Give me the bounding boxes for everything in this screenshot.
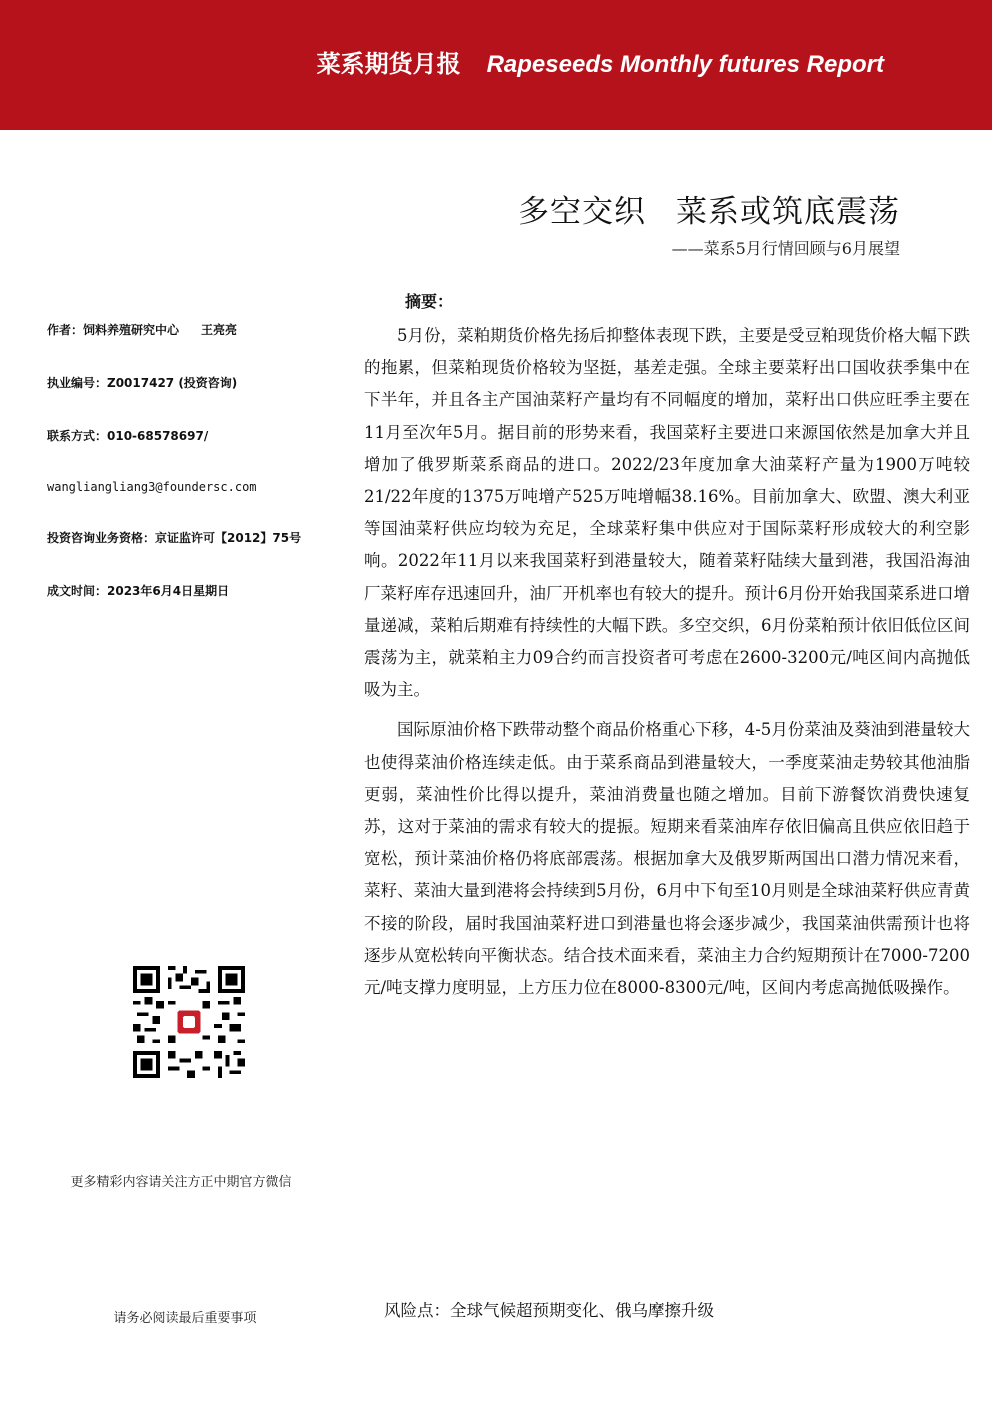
headline [518, 186, 900, 231]
summary-label: 摘要： [405, 292, 454, 311]
report-title-cn: 菜系期货月报 [316, 51, 461, 78]
summary-paragraph: 国际原油价格下跌带动整个商品价格重心下移，4-5月份菜油及葵油到港量较大也使得菜油价格连续走低。由于菜系商品到港量较大，一季度菜油走势较其他油脂更弱，菜油性价比得以提升，菜油消费量也随之增加。目前下游餐饮消费快速复苏，这对于菜油的需求有较大的提振。短期来看菜油库存依旧偏高且供应依旧趋于宽松，预计菜油价格仍将底部震荡。根据加拿大及俄罗斯两国出口潜力情况来看，菜籽、菜油大量到港将会持续到5月份，6月中下旬至10月则是全球油菜籽供应青黄不接的阶段，届时我国油菜籽进口到港量也将会逐步减少，我国菜油供需预计也将逐步从宽松转向平衡状态。结合技术面来看，菜油主力合约短期预计在7000-7200元/吨支撑力度明显，上方压力位在8000-8300元/吨，区间内考虑高抛低吸操作。 [364, 720, 970, 998]
author-label: 作者：饲料养殖研究中心 [47, 323, 180, 337]
header-banner [0, 0, 992, 130]
risk-points: 风险点：全球气候超预期变化、俄乌摩擦升级 [384, 1301, 714, 1320]
report-date: 成文时间：2023年6月4日星期日 [47, 584, 230, 598]
qualification: 投资咨询业务资格：京证监许可【2012】75号 [47, 531, 302, 545]
contact-email[interactable]: wangliangliang3@foundersc.com [47, 480, 257, 494]
license-number: 执业编号：Z0017427 (投资咨询) [47, 376, 238, 390]
report-title-en: Rapeseeds Monthly futures Report [486, 51, 884, 78]
summary-paragraph: 5月份，菜粕期货价格先扬后抑整体表现下跌，主要是受豆粕现货价格大幅下跌的拖累，但菜粕现货价格较为坚挺，基差走强。全球主要菜籽出口国收获季集中在下半年，并且各主产国油菜籽产量均有不同幅度的增加，菜籽出口供应旺季主要在11月至次年5月。据目前的形势来看，我国菜籽主要进口来源国依然是加拿大并且增加了俄罗斯菜系商品的进口。2022/23年度加拿大油菜籽产量为1900万吨较21/22年度的1375万吨增产525万吨增幅38.16%。目前加拿大、欧盟、澳大利亚等国油菜籽供应均较为充足，全球菜籽集中供应对于国际菜籽形成较大的利空影响。2022年11月以来我国菜籽到港量较大，随着菜籽陆续大量到港，我国沿海油厂菜籽库存迅速回升，油厂开机率也有较大的提升。预计6月份开始我国菜系进口增量递减，菜粕后期难有持续性的大幅下跌。多空交织，6月份菜粕预计依旧低位区间震荡为主，就菜粕主力09合约而言投资者可考虑在2600-3200元/吨区间内高抛低吸为主。 [364, 326, 970, 700]
author-name: 王亮亮 [201, 323, 238, 337]
subtitle: ——菜系5月行情回顾与6月展望 [671, 239, 900, 258]
report-title [0, 44, 884, 79]
headline-part2: 菜系或筑底震荡 [676, 194, 900, 230]
headline-part1: 多空交织 [518, 194, 646, 230]
disclaimer: 请务必阅读最后重要事项 [113, 1311, 257, 1326]
qr-caption: 更多精彩内容请关注方正中期官方微信 [70, 1175, 292, 1190]
contact-phone: 联系方式：010-68578697/ [47, 429, 209, 443]
qr-code-icon [133, 966, 245, 1078]
summary-body [364, 320, 970, 1004]
author-line [47, 321, 237, 338]
